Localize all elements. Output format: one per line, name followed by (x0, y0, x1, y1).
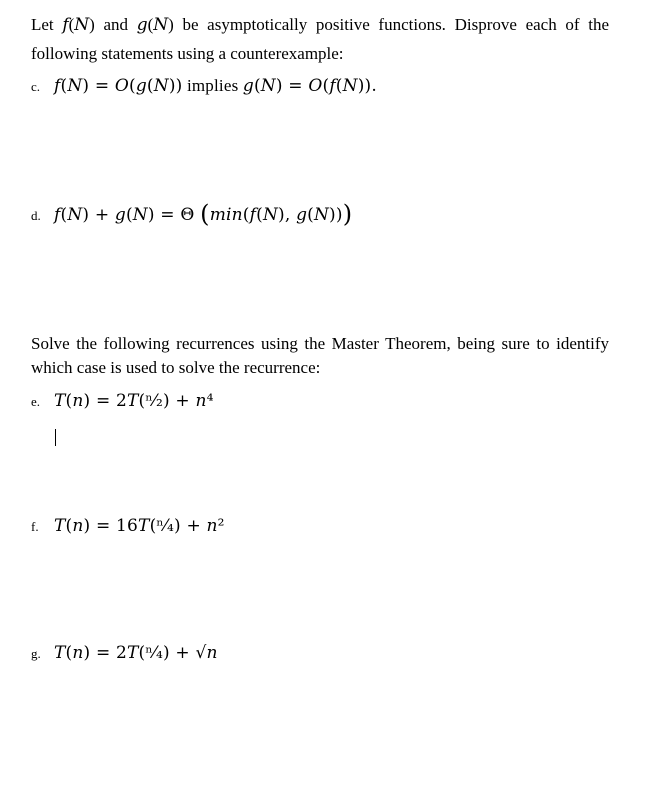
math-expression: 𝑇(𝑛) = 2𝑇(ⁿ⁄₄) + √𝑛 (54, 643, 218, 663)
math-left: 𝑓(𝑁) = 𝑂(𝑔(𝑁)) (54, 76, 183, 96)
math-expression: 𝑇(𝑛) = 16𝑇(ⁿ⁄₄) + 𝑛² (54, 516, 225, 536)
item-label: d. (31, 208, 41, 223)
recurrence-f (31, 516, 225, 536)
big-paren-close: ) (342, 200, 353, 228)
math-expression: 𝑇(𝑛) = 2𝑇(ⁿ⁄₂) + 𝑛⁴ (54, 391, 214, 411)
math-expression (54, 200, 353, 228)
recurrence-intro: Solve the following recurrences using the Master Theorem, being sure to identify which case is used to solve the recurrence: (31, 334, 609, 377)
recurrence-e (31, 391, 214, 411)
statement-d (31, 200, 353, 228)
item-label: c. (31, 79, 41, 94)
text-cursor (55, 429, 56, 446)
math-right: 𝑔(𝑁) = 𝑂(𝑓(𝑁)). (242, 76, 377, 96)
math-connector: implies (182, 76, 243, 95)
math-expression (54, 76, 377, 96)
item-label: f. (31, 519, 39, 534)
item-label: g. (31, 646, 41, 661)
statement-c (31, 76, 377, 96)
intro-paragraph: Let 𝑓(𝑁) and 𝑔(𝑁) be asymptotically positive functions. Disprove each of the following statements using a counterexample: (31, 15, 609, 63)
item-label: e. (31, 394, 41, 409)
math-left: 𝑓(𝑁) + 𝑔(𝑁) = Θ (54, 205, 201, 225)
big-paren-open: ( (200, 200, 210, 228)
math-inner: 𝑚𝑖𝑛(𝑓(𝑁), 𝑔(𝑁)) (209, 205, 343, 225)
recurrence-g (31, 643, 218, 663)
